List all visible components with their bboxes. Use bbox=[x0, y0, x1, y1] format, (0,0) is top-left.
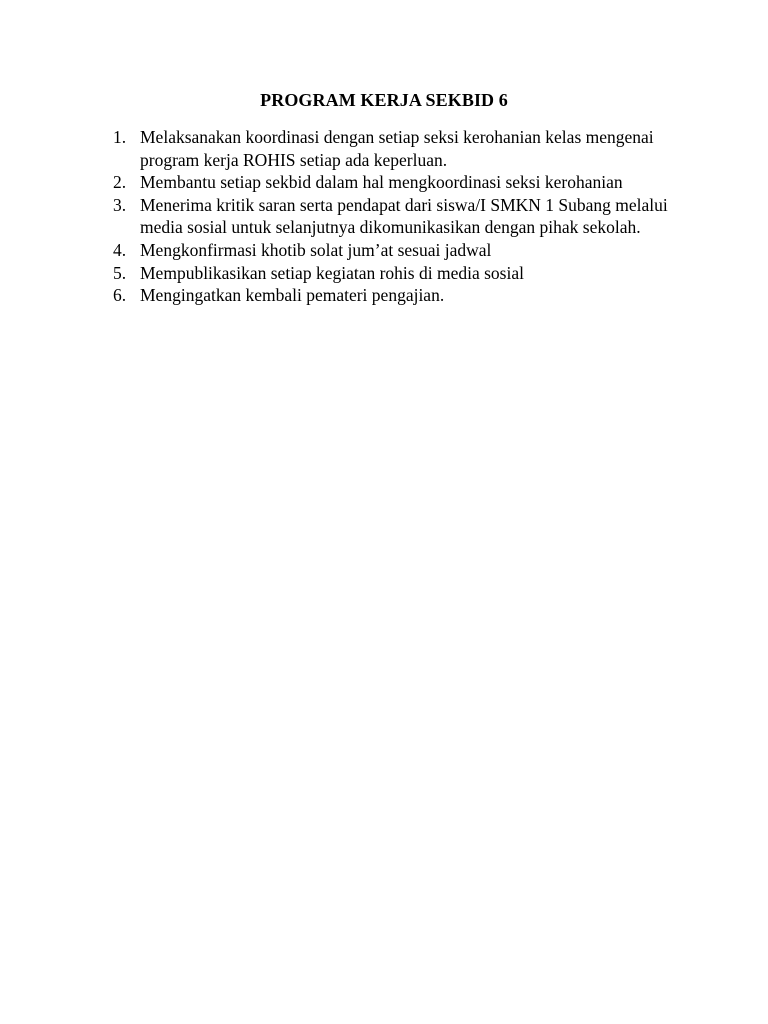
list-item-text: Mempublikasikan setiap kegiatan rohis di media sosial bbox=[140, 262, 524, 283]
list-item-text: Menerima kritik saran serta pendapat dari siswa/I SMKN 1 Subang melalui media sosial untuk selanjutnya dikomunikasikan dengan pihak sekolah. bbox=[140, 194, 668, 238]
list-item-number: 3. bbox=[113, 194, 127, 215]
list-item-number: 4. bbox=[113, 239, 127, 260]
list-item bbox=[113, 126, 693, 171]
list-item bbox=[113, 262, 693, 285]
document-title: PROGRAM KERJA SEKBID 6 bbox=[260, 90, 508, 110]
list-item bbox=[113, 239, 693, 262]
program-list bbox=[113, 126, 693, 307]
list-item-number: 6. bbox=[113, 285, 127, 306]
list-item-text: Mengingatkan kembali pemateri pengajian. bbox=[140, 285, 445, 306]
list-item-number: 5. bbox=[113, 262, 127, 283]
list-item-text: Membantu setiap sekbid dalam hal mengkoordinasi seksi kerohanian bbox=[140, 172, 623, 193]
list-item bbox=[113, 284, 693, 307]
list-item-number: 1. bbox=[113, 127, 127, 147]
list-item-text: Mengkonfirmasi khotib solat jum’at sesuai jadwal bbox=[140, 239, 492, 260]
list-item-text: Melaksanakan koordinasi dengan setiap seksi kerohanian kelas mengenai program kerja ROHIS setiap ada keperluan. bbox=[140, 127, 654, 170]
list-item-number: 2. bbox=[113, 172, 127, 193]
list-item bbox=[113, 194, 693, 239]
list-item bbox=[113, 171, 693, 194]
